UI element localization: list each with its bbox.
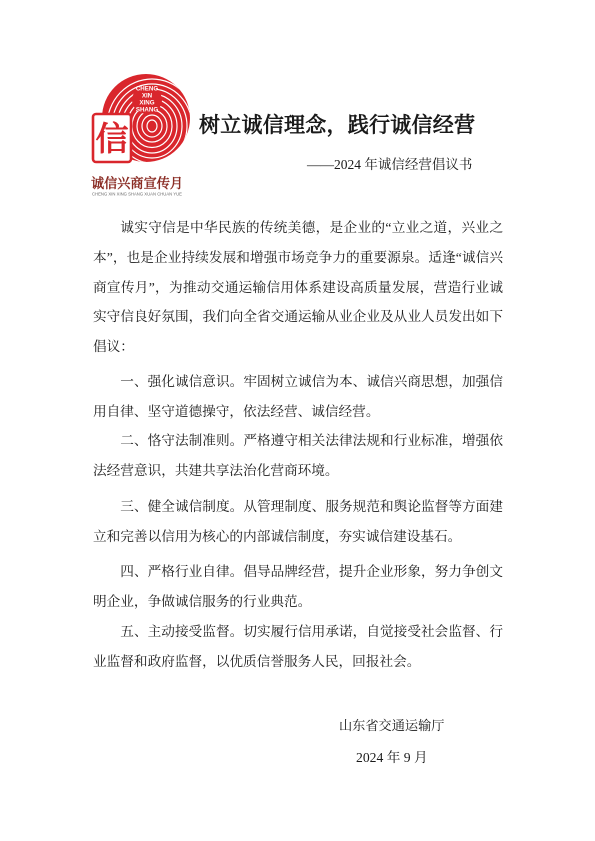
issuer-name: 山东省交通运输厅 [339, 718, 445, 733]
logo-pinyin-line: XING [139, 99, 155, 107]
logo-pinyin-line: CHENG [135, 85, 159, 93]
initiative-item-5: 五、主动接受监督。切实履行信用承诺，自觉接受社会监督、行业监督和政府监督，以优质信誉服务人民，回报社会。 [93, 624, 503, 669]
intro-paragraph: 诚实守信是中华民族的传统美德，是企业的“立业之道，兴业之本”，也是企业持续发展和增强市场竞争力的重要源泉。适逢“诚信兴商宣传月”，为推动交通运输信用体系建设高质量发展，营造行业诚实守信良好氛围，我们向全省交通运输从业企业及从业人员发出如下倡议： [93, 220, 503, 355]
initiative-item-4: 四、严格行业自律。倡导品牌经营，提升企业形象，努力争创文明企业，争做诚信服务的行业典范。 [93, 564, 503, 609]
seal-character: 信 [95, 119, 129, 158]
logo-pinyin-line: XIN [141, 92, 153, 100]
initiative-item-3: 三、健全诚信制度。从管理制度、服务规范和舆论监督等方面建立和完善以信用为核心的内部诚信制度，夯实诚信建设基石。 [93, 499, 503, 544]
logo-name: 诚信兴商宣传月 [91, 176, 186, 192]
document-subtitle: ——2024 年诚信经营倡议书 [307, 157, 473, 172]
issue-date: 2024 年 9 月 [356, 750, 428, 765]
initiative-item-1: 一、强化诚信意识。牢固树立诚信为本、诚信兴商思想，加强信用自律、坚守道德操守，依法经营、诚信经营。 [93, 374, 503, 419]
initiative-item-2: 二、恪守法制准则。严格遵守相关法律法规和行业标准，增强依法经营意识，共建共享法治化营商环境。 [93, 433, 503, 478]
document-title: 树立诚信理念，践行诚信经营 [199, 113, 476, 137]
logo-pinyin-line: SHANG [135, 106, 159, 114]
logo [86, 66, 190, 200]
logo-name-pinyin: CHENG XIN XING SHANG XUAN CHUAN YUE [92, 191, 183, 197]
